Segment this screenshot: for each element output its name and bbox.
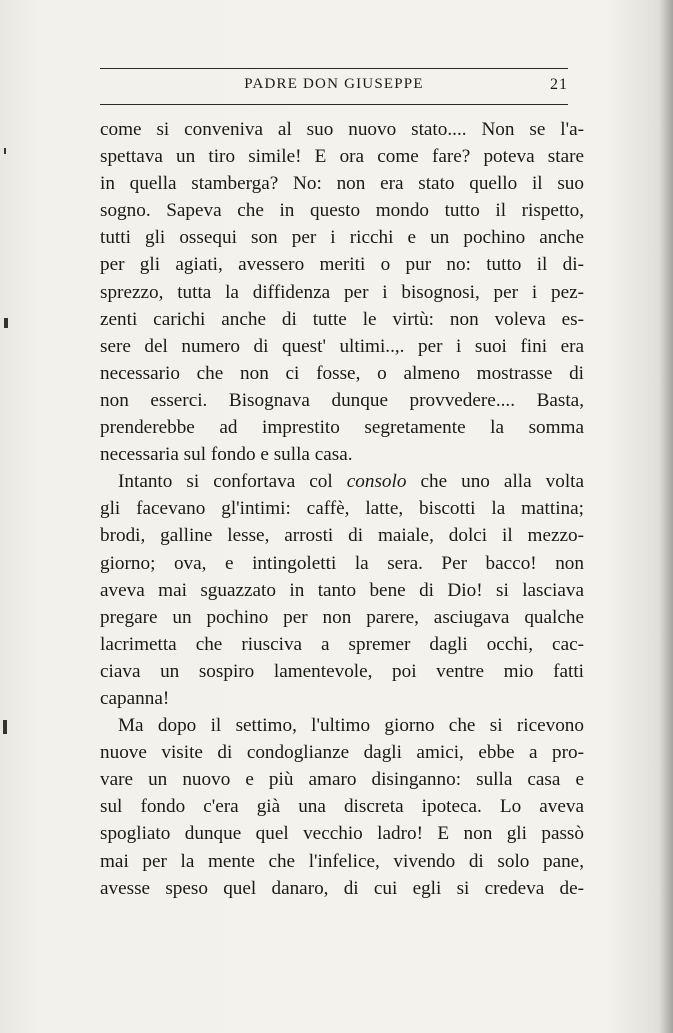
running-title: PADRE DON GIUSEPPE <box>244 76 424 92</box>
text-line: gli facevano gl'intimi: caffè, latte, biscotti la mattina; <box>100 498 584 520</box>
margin-speck <box>3 720 7 734</box>
text-line: giorno; ova, e intingoletti la sera. Per bacco! non <box>100 552 584 574</box>
text-segment: che uno alla volta <box>406 471 585 493</box>
text-line: lacrimetta che riusciva a spremer dagli occhi, cac- <box>100 633 584 655</box>
body-text <box>100 116 584 902</box>
text-line: brodi, galline lesse, arrosti di maiale, dolci il mezzo- <box>100 525 584 547</box>
text-line: nuove visite di condoglianze dagli amici, ebbe a pro- <box>100 742 584 764</box>
margin-speck <box>4 148 6 154</box>
text-line: sere del numero di quest' ultimi..,. per i suoi fini era <box>100 335 584 357</box>
text-line: ciava un sospiro lamentevole, poi ventre mio fatti <box>100 660 584 682</box>
paragraph-end-line: necessaria sul fondo e sulla casa. <box>100 444 353 466</box>
text-line: aveva mai sguazzato in tanto bene di Dio! si lasciava <box>100 579 584 601</box>
text-line: zenti carichi anche di tutte le virtù: non voleva es- <box>100 308 584 330</box>
paragraph-end-line: capanna! <box>100 687 170 709</box>
text-line: avesse speso quel danaro, di cui egli si credeva de- <box>100 877 584 899</box>
text-line: non esserci. Bisognava dunque provvedere.... Basta, <box>100 389 584 411</box>
text-line: in quella stamberga? No: non era stato quello il suo <box>100 173 584 195</box>
margin-speck <box>4 318 8 328</box>
text-line: sogno. Sapeva che in questo mondo tutto il rispetto, <box>100 200 584 222</box>
text-line: prenderebbe ad imprestito segretamente la somma <box>100 417 584 439</box>
text-line: spettava un tiro simile! E ora come fare? poteva stare <box>100 146 584 168</box>
text-line: tutti gli ossequi son per i ricchi e un pochino anche <box>100 227 584 249</box>
italic-word: consolo <box>346 471 407 493</box>
text-line: pregare un pochino per non parere, asciugava qualche <box>100 606 584 628</box>
text-line: Ma dopo il settimo, l'ultimo giorno che si ricevono <box>118 715 584 737</box>
text-line: sul fondo c'era già una discreta ipoteca. Lo aveva <box>100 796 584 818</box>
text-line: necessario che non ci fosse, o almeno mostrasse di <box>100 362 584 384</box>
text-line: vare un nuovo e più amaro disinganno: sulla casa e <box>100 769 584 791</box>
header-rule-bottom <box>100 104 568 105</box>
text-line: mai per la mente che l'infelice, vivendo di solo pane, <box>100 850 584 872</box>
text-line: sprezzo, tutta la diffidenza per i bisognosi, per i pez- <box>100 281 584 303</box>
text-line-italic-word <box>100 468 584 495</box>
page-number: 21 <box>550 76 568 93</box>
text-line: per gli agiati, avessero meriti o pur no: tutto il di- <box>100 254 584 276</box>
text-line: come si conveniva al suo nuovo stato.... Non se l'a- <box>100 119 584 140</box>
header-rule-top <box>100 68 568 69</box>
text-segment: Intanto si confortava col <box>118 471 347 493</box>
text-line: spogliato dunque quel vecchio ladro! E non gli passò <box>100 823 584 845</box>
page-edge-shadow <box>659 0 673 1033</box>
